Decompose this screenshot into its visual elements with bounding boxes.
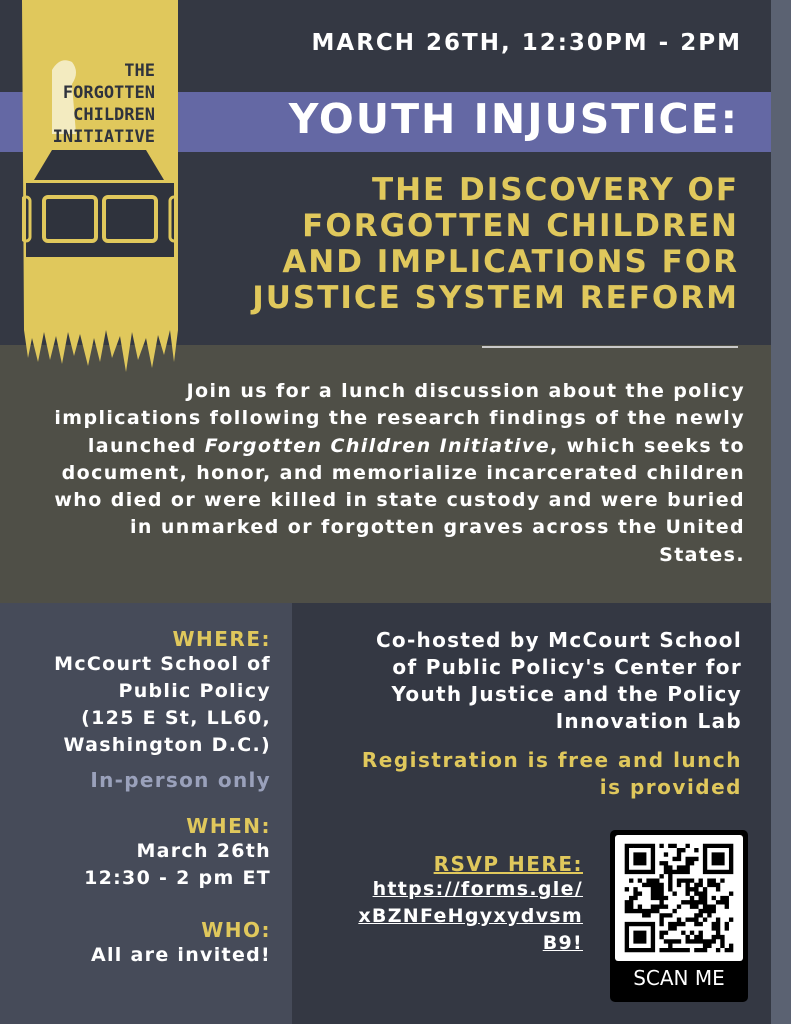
subtitle-line: THE DISCOVERY OF [371, 172, 739, 208]
where-line: Public Policy [118, 680, 271, 702]
initiative-name: Forgotten Children Initiative [204, 434, 550, 457]
who-text: All are invited! [90, 944, 271, 966]
subtitle [252, 172, 739, 316]
qr-code-icon [615, 835, 743, 961]
rsvp-link-line[interactable]: B9! [542, 932, 583, 954]
where-line: Washington D.C.) [63, 734, 271, 756]
subtitle-line: JUSTICE SYSTEM REFORM [252, 280, 739, 316]
where-label: WHERE: [172, 627, 271, 651]
page-title: YOUTH INJUSTICE: [288, 95, 739, 143]
cohost-line: Innovation Lab [555, 709, 742, 733]
logo-line: FORGOTTEN [62, 83, 155, 103]
where-line: McCourt School of [54, 653, 271, 675]
subtitle-line: AND IMPLICATIONS FOR [282, 244, 739, 280]
logo-text [40, 60, 155, 148]
logo-line: INITIATIVE [52, 127, 155, 147]
logo-banner [22, 0, 178, 372]
event-description [45, 378, 745, 569]
rsvp-label: RSVP HERE: [433, 852, 583, 876]
logo-line: THE [124, 61, 155, 81]
event-details [0, 627, 271, 969]
event-date: MARCH 26TH, 12:30PM - 2PM [311, 30, 742, 56]
rsvp-link-line[interactable]: https://forms.gle/ [372, 878, 583, 900]
subtitle-line: FORGOTTEN CHILDREN [302, 208, 739, 244]
when-line: 12:30 - 2 pm ET [84, 867, 271, 889]
building-icon [34, 150, 164, 180]
rsvp-section [358, 852, 583, 957]
cohost-info [322, 627, 742, 801]
logo-line: CHILDREN [73, 105, 155, 125]
qr-caption: SCAN ME [633, 966, 725, 990]
rsvp-link[interactable] [358, 876, 583, 957]
registration-line: Registration is free and lunch [361, 748, 742, 772]
who-label: WHO: [201, 918, 271, 942]
right-edge-stripe [771, 0, 791, 1024]
when-label: WHEN: [186, 814, 271, 838]
description-text: , which seeks to document, honor, and memorialize incarcerated children who died or were killed in state custody and were buried in unmarked or forgotten graves across the United States. [54, 434, 745, 566]
description-text: Join us for a lunch discussion about the policy implications following the research findings of the newly launched [54, 380, 745, 457]
cohost-line: Youth Justice and the Policy [391, 682, 742, 706]
where-line: (125 E St, LL60, [81, 707, 271, 729]
cohost-line: of Public Policy's Center for [392, 655, 742, 679]
qr-background [615, 835, 743, 961]
registration-line: is provided [599, 775, 742, 799]
in-person-note: In-person only [90, 768, 271, 792]
rsvp-link-line[interactable]: xBZNFeHgyxydvsm [358, 905, 583, 927]
cohost-line: Co-hosted by McCourt School [375, 628, 742, 652]
divider [482, 346, 738, 348]
when-line: March 26th [136, 840, 271, 862]
qr-code[interactable] [610, 830, 748, 1002]
